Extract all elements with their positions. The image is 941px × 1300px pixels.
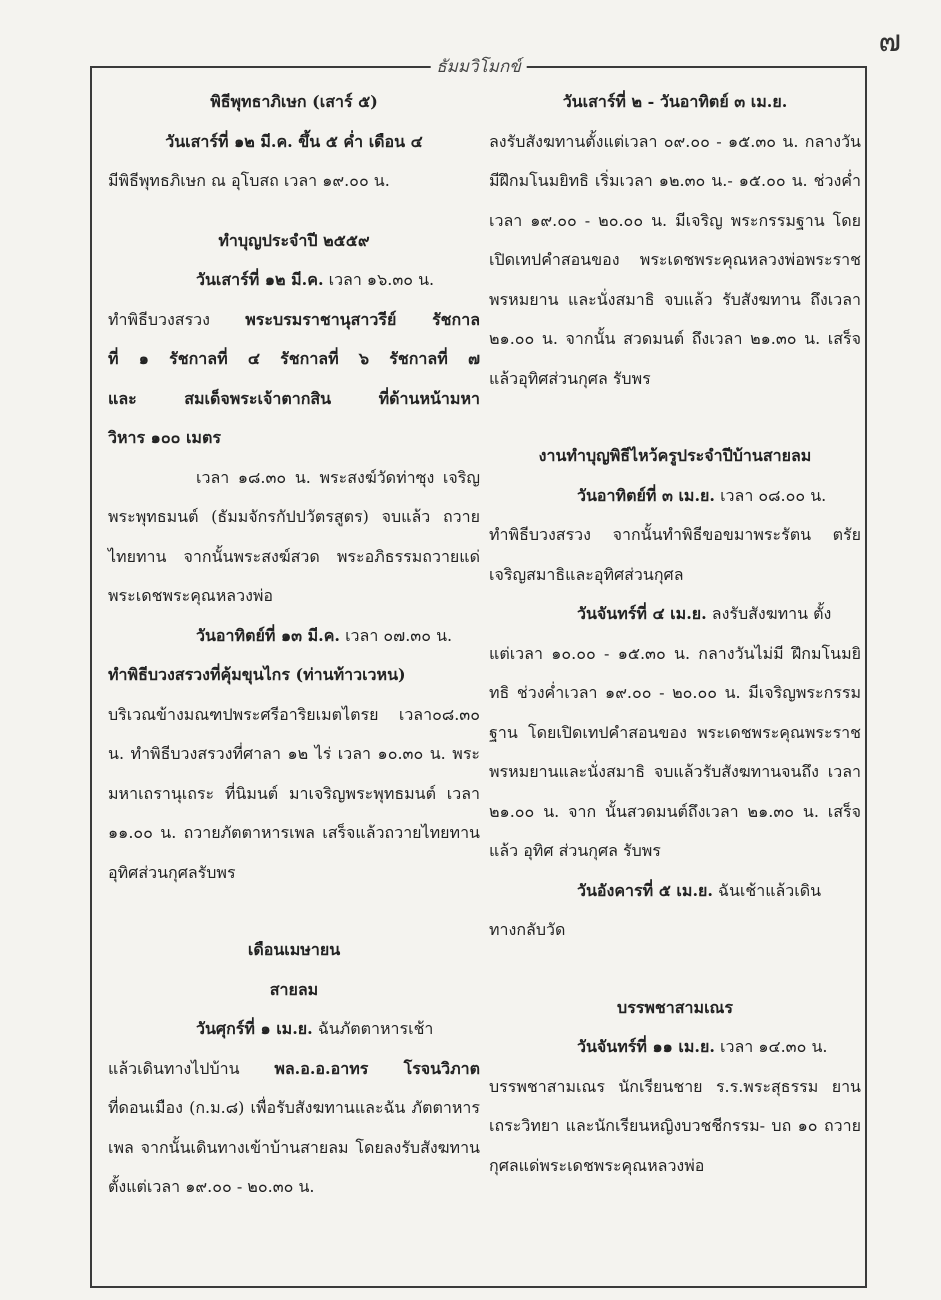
heading-april: เดือนเมษายน: [247, 940, 341, 959]
page-number: ๗: [878, 24, 901, 59]
paragraph: แต่เวลา ๑๐.๐๐ - ๑๕.๓๐ น. กลางวันไม่มี ฝึกมโนมยิทธิ ช่วงค่ำเวลา ๑๙.๐๐ - ๒๐.๐๐ น. มีเจริญพระกรรมฐาน โดยเปิดเทปคำสอนของ พระเดชพระคุณพระราชพรหมยานและนั่งสมาธิ จบแล้วรับสังฆทานจนถึง เวลา ๒๑.๐๐ น. จาก นั้นสวดมนต์ถึงเวลา ๒๑.๓๐ น. เสร็จแล้ว อุทิศ ส่วนกุศล รับพร: [489, 643, 861, 860]
heading-sailom: สายลม: [269, 979, 319, 999]
date-line: [489, 594, 861, 634]
time-text: ลงรับสังฆทาน ตั้ง: [706, 604, 832, 623]
date-label: วันจันทร์ที่ ๑๑ เม.ย.: [577, 1037, 715, 1056]
date-label: วันอาทิตย์ที่ ๑๓ มี.ค.: [196, 625, 340, 645]
bold-text: พล.อ.อ.อาทร โรจนวิภาต: [274, 1058, 480, 1078]
time-text: เวลา ๐๗.๓๐ น.: [340, 625, 453, 645]
article-frame: [90, 57, 867, 1288]
date-line: [108, 260, 480, 300]
date-label: วันเสาร์ที่ ๑๒ มี.ค.: [196, 270, 324, 289]
right-column: [489, 82, 861, 1185]
date-label: วันศุกร์ที่ ๑ เม.ย.: [196, 1019, 313, 1038]
text: ทำพิธีบวงสรวง: [108, 309, 246, 329]
text: แล้วเดินทางไปบ้าน: [108, 1058, 275, 1078]
heading-buddhabhisek: พิธีพุทธาภิเษก (เสาร์ ๕): [210, 92, 378, 111]
date-label: วันจันทร์ที่ ๔ เม.ย.: [577, 604, 707, 623]
date-label: วันอังคารที่ ๕ เม.ย.: [577, 880, 713, 900]
date-line: [489, 871, 861, 911]
paragraph-line: วิหาร ๑๐๐ เมตร: [108, 428, 221, 447]
time-text: เวลา ๑๖.๓๐ น.: [323, 270, 435, 289]
paragraph: บรรพชาสามเณร นักเรียนชาย ร.ร.พระสุธรรม ยานเถระวิทยา และนักเรียนหญิงบวชชีกรรม- บถ ๑๐ ถวายกุศลแด่พระเดชพระคุณหลวงพ่อ: [489, 1076, 861, 1175]
time-text: ฉันเช้าแล้วเดิน: [712, 880, 822, 900]
paragraph-line: และ สมเด็จพระเจ้าตากสิน ที่ด้านหน้ามหา: [108, 388, 480, 408]
paragraph: ทำพิธีบวงสรวง จากนั้นทำพิธีขอขมาพระรัตน ตรัย เจริญสมาธิและอุทิศส่วนกุศล: [489, 525, 861, 584]
paragraph: ที่ดอนเมือง (ก.ม.๘) เพื่อรับสังฆทานและฉัน ภัตตาหารเพล จากนั้นเดินทางเข้าบ้านสายลม โดยลงรับสังฆทานตั้งแต่เวลา ๑๙.๐๐ - ๒๐.๓๐ น.: [108, 1098, 480, 1196]
heading-ordination: บรรพชาสามเณร: [617, 997, 733, 1017]
date-line: [489, 476, 861, 516]
paragraph: เวลา ๑๘.๓๐ น. พระสงฆ์วัดท่าซุง เจริญพระพุทธมนต์ (ธัมมจักรกัปปวัตรสูตร) จบแล้ว ถวายไทยทาน จากนั้นพระสงฆ์สวด พระอภิธรรมถวายแด่พระเดชพระคุณหลวงพ่อ: [108, 467, 480, 605]
paragraph-line: [108, 300, 480, 340]
time-text: เวลา ๐๘.๐๐ น.: [714, 485, 827, 505]
paragraph: บริเวณข้างมณฑปพระศรีอาริยเมตไตรย เวลา๐๘.๓๐ น. ทำพิธีบวงสรวงที่ศาลา ๑๒ ไร่ เวลา ๑๐.๓๐ น. พระมหาเถรานุเถระ ที่นิมนต์ มาเจริญพระพุทธมนต์ เวลา ๑๑.๐๐ น. ถวายภัตตาหารเพล เสร็จแล้วถวายไทยทาน อุทิศส่วนกุศลรับพร: [108, 704, 480, 882]
bold-text: พระบรมราชานุสาวรีย์ รัชกาล: [245, 309, 480, 329]
date-line: [489, 1027, 861, 1067]
paragraph-bold: ทำพิธีบวงสรวงที่คุ้มขุนไกร (ท่านท้าวเวหน): [108, 665, 406, 684]
paragraph-line: ที่ ๑ รัชกาลที่ ๔ รัชกาลที่ ๖ รัชกาลที่ ๗: [108, 349, 480, 368]
date-line: [108, 1009, 480, 1049]
date-line: วันเสาร์ที่ ๑๒ มี.ค. ขึ้น ๕ ค่ำ เดือน ๔: [165, 131, 423, 151]
left-column: [108, 82, 480, 1207]
paragraph: มีพิธีพุทธภิเษก ณ อุโบสถ เวลา ๑๙.๐๐ น.: [108, 171, 390, 190]
paragraph: ลงรับสังฆทานตั้งแต่เวลา ๐๙.๐๐ - ๑๕.๓๐ น. กลางวันมีฝึกมโนมยิทธิ เริ่มเวลา ๑๒.๓๐ น.- ๑๕.๐๐ น. ช่วงค่ำ เวลา ๑๙.๐๐ - ๒๐.๐๐ น. มีเจริญ พระกรรมฐาน โดยเปิดเทปคำสอนของ พระเดชพระคุณหลวงพ่อพระราชพรหมยาน และนั่งสมาธิ จบแล้ว รับสังฆทาน ถึงเวลา ๒๑.๐๐ น. จากนั้น สวดมนต์ ถึงเวลา ๒๑.๓๐ น. เสร็จแล้วอุทิศส่วนกุศล รับพร: [489, 131, 861, 388]
time-text: เวลา ๑๔.๓๐ น.: [714, 1037, 828, 1056]
date-line: [108, 616, 480, 656]
paragraph-line: [108, 1049, 480, 1089]
date-line: วันเสาร์ที่ ๒ - วันอาทิตย์ ๓ เม.ย.: [562, 92, 788, 111]
heading-annual-merit: ทำบุญประจำปี ๒๕๕๙: [218, 230, 370, 250]
time-text: ฉันภัตตาหารเช้า: [312, 1019, 434, 1038]
paragraph: ทางกลับวัด: [489, 920, 566, 939]
date-label: วันอาทิตย์ที่ ๓ เม.ย.: [577, 485, 715, 505]
running-title: ธัมมวิโมกข์: [430, 53, 527, 80]
heading-wai-khru: งานทำบุญพิธีไหว้ครูประจำปีบ้านสายลม: [538, 446, 812, 465]
